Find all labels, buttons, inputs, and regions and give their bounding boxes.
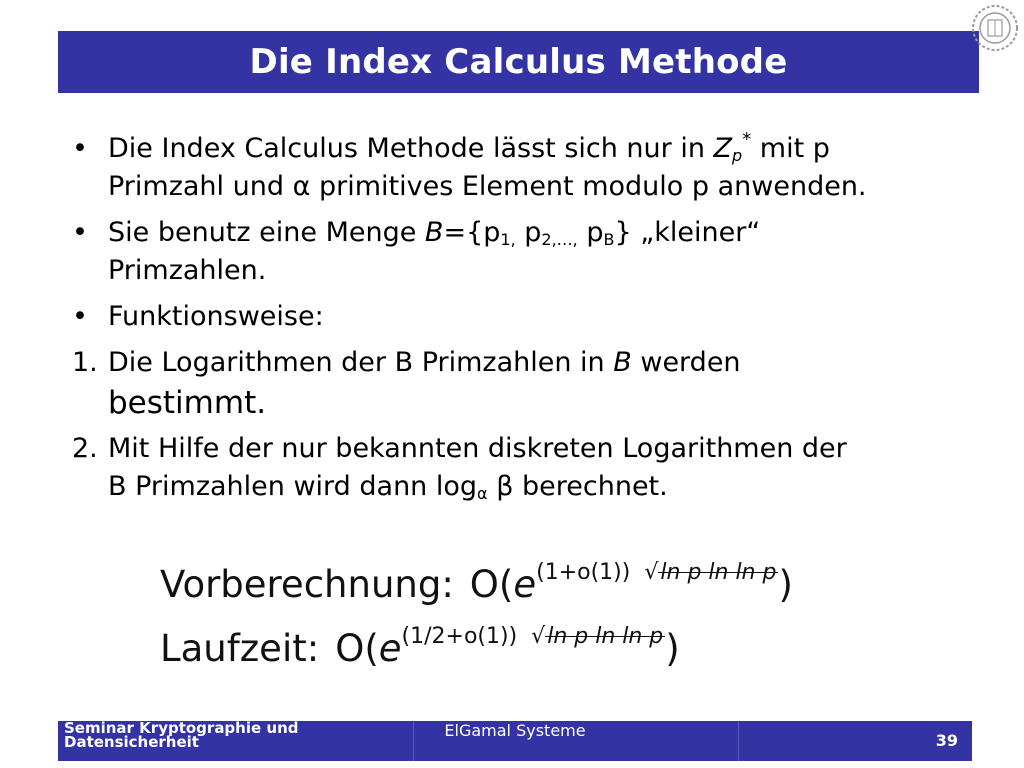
math-subscript: 1, <box>500 230 516 249</box>
step-text: bestimmt. <box>108 385 267 421</box>
step-text: Mit Hilfe der nur bekannten diskreten Logarithmen der <box>108 433 847 464</box>
title-bar <box>58 31 979 93</box>
exponent-text: (1+o(1)) <box>536 560 631 585</box>
exponent-text: (1/2+o(1)) <box>401 624 518 649</box>
formula-close: ) <box>778 563 793 606</box>
footer-bar <box>58 721 972 761</box>
bullet-item <box>70 298 970 336</box>
bullet-text: primitives Element modulo p anwenden. <box>310 171 867 202</box>
step-text: werden <box>631 347 741 378</box>
step-text: berechnet. <box>513 471 668 502</box>
radicand: ln p ln ln p <box>547 624 664 649</box>
bullet-text: } „kleiner“ <box>614 217 761 248</box>
footer-topic: ElGamal Systeme <box>444 721 586 740</box>
math-subscript: B <box>603 230 615 249</box>
math-subscript: α <box>477 484 488 503</box>
bullet-dot: • <box>72 133 88 164</box>
footer-course-line: Datensicherheit <box>64 733 199 751</box>
item-number: 2. <box>72 433 98 464</box>
formula-precomputation <box>160 560 793 606</box>
page-number: 39 <box>935 731 958 750</box>
step-text: Die Logarithmen der B Primzahlen in <box>108 347 614 378</box>
bullet-text: Primzahl und <box>108 171 293 202</box>
bullet-text: Primzahlen. <box>108 255 267 286</box>
math-symbol-z: Z <box>713 133 733 164</box>
math-superscript: * <box>742 129 752 150</box>
slide-body <box>70 130 970 506</box>
math-alpha: α <box>292 171 311 202</box>
formula-e: e <box>378 627 402 670</box>
university-seal-icon <box>970 3 1020 53</box>
math-subscript: 2,…, <box>541 230 578 249</box>
bullet-text: p <box>577 217 604 248</box>
numbered-item <box>70 430 970 506</box>
bullet-text: Sie benutz eine Menge <box>108 217 425 248</box>
formula-exponent <box>402 624 666 649</box>
slide-title: Die Index Calculus Methode <box>249 42 788 82</box>
numbered-item <box>70 344 970 424</box>
item-number: 1. <box>72 347 98 378</box>
step-text: B Primzahlen wird dann log <box>108 471 478 502</box>
bullet-dot: • <box>72 217 88 248</box>
math-set-b: B <box>424 217 444 248</box>
bullet-text: p <box>515 217 542 248</box>
formula-label: Vorberechnung: <box>160 563 454 606</box>
bullet-dot: • <box>72 301 88 332</box>
bullet-item <box>70 214 970 290</box>
formula-runtime <box>160 624 680 670</box>
formula-e: e <box>513 563 537 606</box>
footer-divider <box>738 721 739 761</box>
math-subscript: p <box>732 146 743 165</box>
footer-course-line: Seminar Kryptographie und <box>64 719 299 737</box>
math-set-b: B <box>613 347 632 378</box>
formula-o: O( <box>335 627 379 670</box>
bullet-text: Funktionsweise: <box>108 301 324 332</box>
bullet-text: mit p <box>751 133 830 164</box>
formula-label: Laufzeit: <box>160 627 320 670</box>
formula-close: ) <box>665 627 680 670</box>
formula-o: O( <box>469 563 514 606</box>
math-beta: β <box>496 471 514 502</box>
bullet-item <box>70 130 970 206</box>
sqrt-symbol: √ln p ln ln p <box>531 624 664 649</box>
formula-exponent <box>536 560 778 585</box>
bullet-text: Die Index Calculus Methode lässt sich nur in <box>108 133 714 164</box>
sqrt-symbol: √ln p ln ln p <box>644 560 777 585</box>
radicand: ln p ln ln p <box>660 560 777 585</box>
bullet-text: ={p <box>443 217 501 248</box>
